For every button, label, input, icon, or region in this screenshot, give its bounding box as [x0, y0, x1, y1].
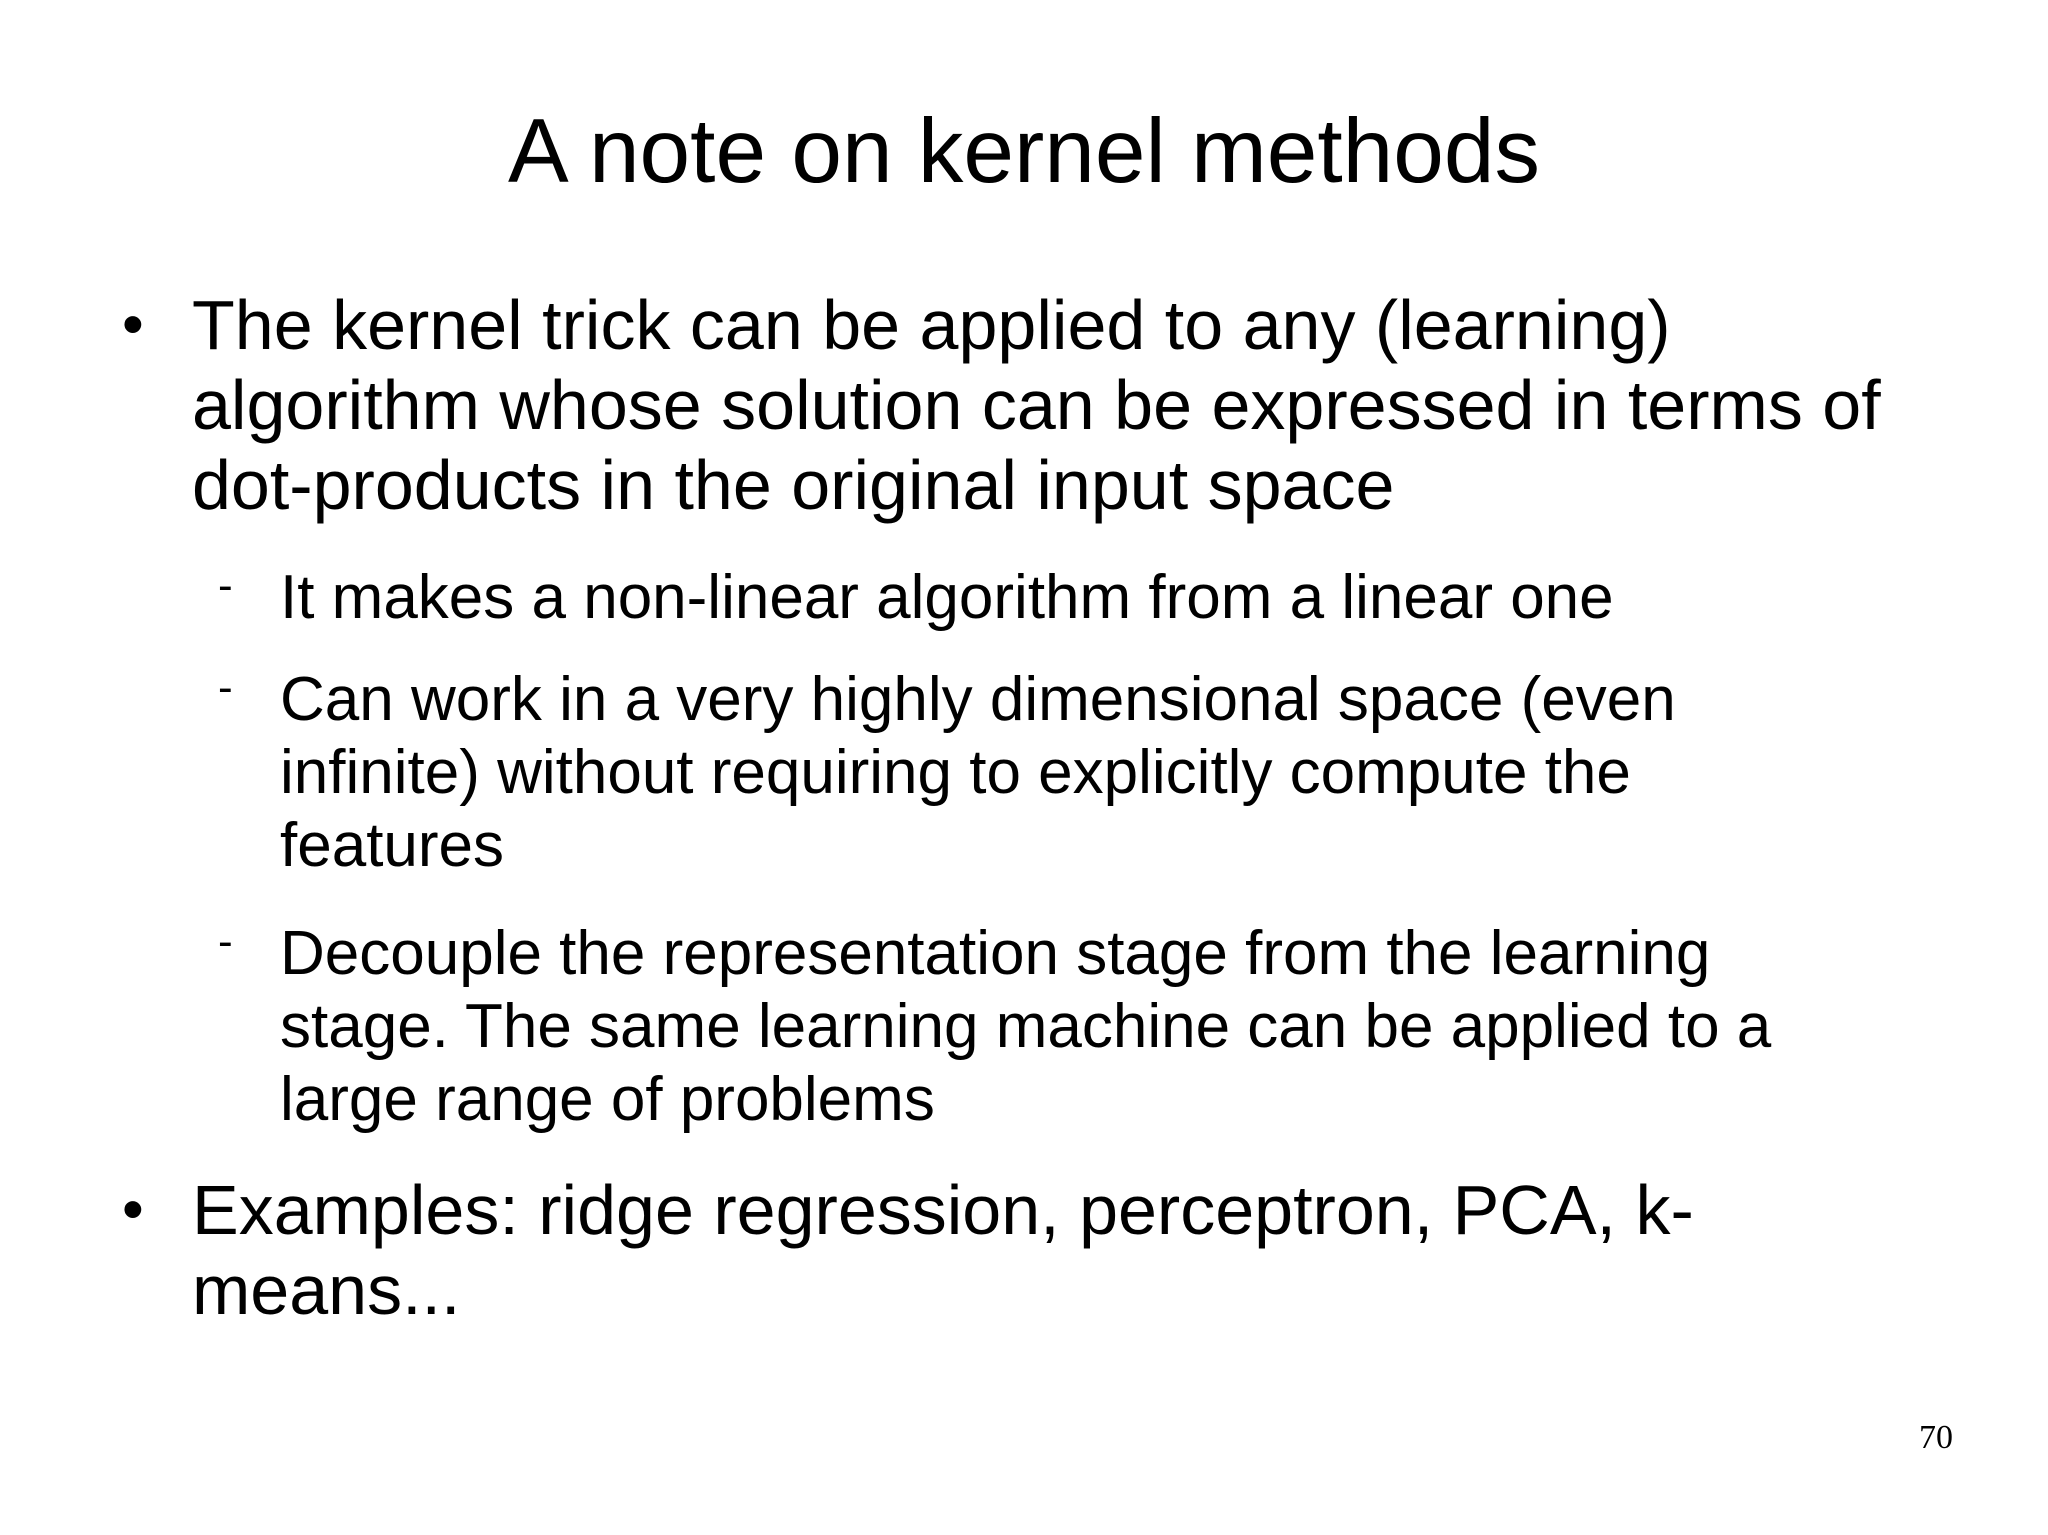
subbullet-dash: -: [218, 663, 233, 712]
subbullet-dash: -: [218, 561, 233, 610]
subbullet-text: Can work in a very highly dimensional space (even infinite) without requiring to explicitly compute the features: [280, 665, 1676, 880]
subbullet-text: It makes a non-linear algorithm from a linear one: [280, 563, 1614, 632]
subbullet-text: Decouple the representation stage from the learning stage. The same learning machine can be applied to a large range of problems: [280, 919, 1772, 1134]
subbullet-dash: -: [218, 917, 233, 966]
slide-title: A note on kernel methods: [507, 101, 1540, 202]
bullet-dot: •: [122, 290, 144, 359]
bullet-dot: •: [122, 1175, 144, 1244]
bullet-text: The kernel trick can be applied to any (learning) algorithm whose solution can be expressed in terms of dot-products in the original input space: [192, 286, 1881, 524]
bullet-text: Examples: ridge regression, perceptron, PCA, k- means...: [192, 1171, 1694, 1329]
page-number: 70: [1919, 1419, 1953, 1456]
